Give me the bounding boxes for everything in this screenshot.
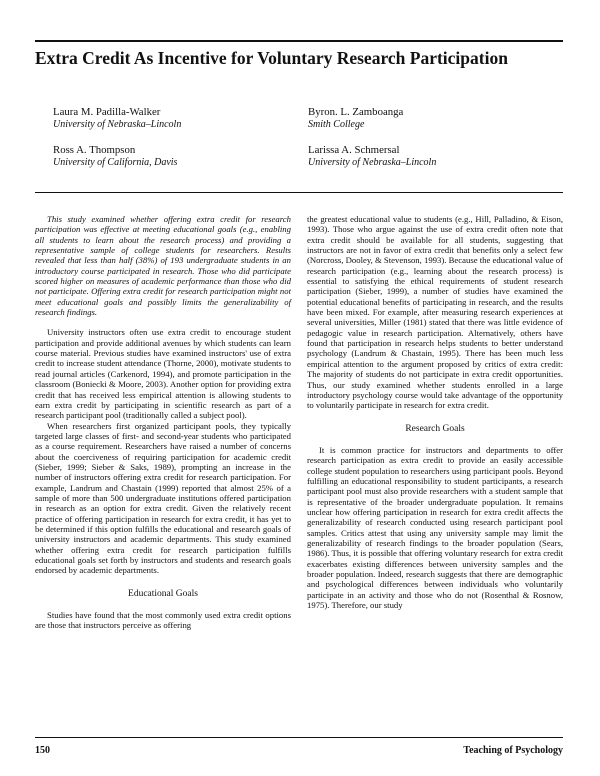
article-title: Extra Credit As Incentive for Voluntary Research Participation bbox=[35, 48, 508, 68]
author-name: Byron. L. Zamboanga bbox=[308, 106, 404, 118]
author-affiliation: University of Nebraska–Lincoln bbox=[308, 156, 437, 168]
section-heading: Educational Goals bbox=[128, 588, 198, 599]
author-name: Ross A. Thompson bbox=[53, 144, 136, 156]
author-block bbox=[308, 144, 436, 169]
journal-name: Teaching of Psychology bbox=[463, 745, 563, 756]
right-column bbox=[307, 214, 563, 610]
author-block bbox=[308, 106, 403, 131]
page-number: 150 bbox=[35, 745, 50, 756]
body-paragraph: the greatest educational value to students (e.g., Hill, Palladino, & Eison, 1993). Those who argue against the use of extra credit often note that extra credit should be available for all students, suggesting that instructors are not in favor of extra credit that benefits only a select few (Norcross, Dooley, & Stevenson, 1993). Because the educational value of research participation (e.g., learning about the research process) is essential to satisfying the ethical requirements of student research participation (Sieber, 1999), a number of studies have examined the potential educational benefits of participating in research, and the results have been mixed. For example, after measuring research experiences at several universities, Miller (1981) stated that there was little evidence of pedagogic value in research participation. Alternatively, others have found that participation in research helps students to better understand psychology (Landrum & Chastain, 1995). There has been much less empirical attention to the argument proposed by critics of extra credit: The majority of students do not participate in extra credit opportunities. Thus, our study examined whether students enrolled in a large introductory psychology course would take advantage of the opportunity to voluntarily participate in research for extra credit. bbox=[307, 214, 563, 411]
left-column bbox=[35, 214, 291, 631]
author-affiliation: Smith College bbox=[308, 118, 365, 130]
author-affiliation: University of Nebraska–Lincoln bbox=[53, 118, 182, 130]
author-name: Laura M. Padilla-Walker bbox=[53, 106, 161, 118]
section-rule bbox=[35, 192, 563, 193]
author-block bbox=[53, 106, 181, 131]
top-rule bbox=[35, 40, 563, 42]
section-heading: Research Goals bbox=[405, 423, 465, 434]
author-name: Larissa A. Schmersal bbox=[308, 144, 400, 156]
footer-rule bbox=[35, 737, 563, 738]
abstract: This study examined whether offering extra credit for research participation was effective at meeting educational goals (e.g., enabling all students to learn about the research process) and providing a representative sample of college students for researchers. Results revealed that less than half (38%) of 193 undergraduate students in an introductory course participated in research. Those who did participate scored higher on measures of academic performance than those who did not participate. Offering extra credit for research participation might not meet educational goals and possibly limits the generalizability of research findings. bbox=[35, 214, 291, 318]
author-block bbox=[53, 144, 177, 169]
body-paragraph: It is common practice for instructors and departments to offer research participation as extra credit to provide an easily accessible college student population to researchers using participant pools. Beyond fulfilling an educational responsibility to student participants, a research participant pool must also provide researchers with a student sample that is representative of the broader undergraduate population. It remains unclear how offering participation in research for extra credit affects the generalizability of research conducted using research participant pool samples. Critics attest that using any university sample may limit the generalizability of research findings to the broader population (Sears, 1986). Thus, it is possible that offering voluntary research for extra credit exacerbates existing differences between university samples and the broader population. Indeed, research suggests that there are demographic and psychological differences between individuals who voluntarily participate in an activity and those who do not (Rosenthal & Rosnow, 1975). Therefore, our study bbox=[307, 444, 563, 611]
body-paragraph: When researchers first organized participant pools, they typically targeted large classes of first- and second-year students who participated as a course requirement. Researchers have raised a number of concerns about the coerciveness of requiring participation for academic credit (Sieber, 1999; Sieber & Saks, 1989), prompting an increase in the number of instructors offering extra credit for research participation. For example, Landrum and Chastain (1999) reported that almost 25% of a sample of more than 500 undergraduate institutions offered participation in research as an option for extra credit. Given the relatively recent practice of offering participation in research for extra credit, it has yet to be determined if this option fulfills the educational and research goals of university instructors and academic departments. This study examined whether offering extra credit for research participation fulfills educational goals set forth by instructors and students and research goals endorsed by academic departments. bbox=[35, 420, 291, 576]
body-paragraph: University instructors often use extra credit to encourage student participation and provide additional avenues by which students can learn course material. Previous studies have examined instructors' use of extra credit to increase student attendance (Thorne, 2000), motivate students to read journal articles (Carkenord, 1994), and promote participation in the classroom (Boniecki & Moore, 2003). Another option for providing extra credit that has received less empirical attention is allowing students to earn extra credit by participating in scientific research as part of a research participant pool (traditionally called a subject pool). bbox=[35, 327, 291, 421]
author-affiliation: University of California, Davis bbox=[53, 156, 178, 168]
body-paragraph: Studies have found that the most commonly used extra credit options are those that instructors perceive as offering bbox=[35, 610, 291, 631]
